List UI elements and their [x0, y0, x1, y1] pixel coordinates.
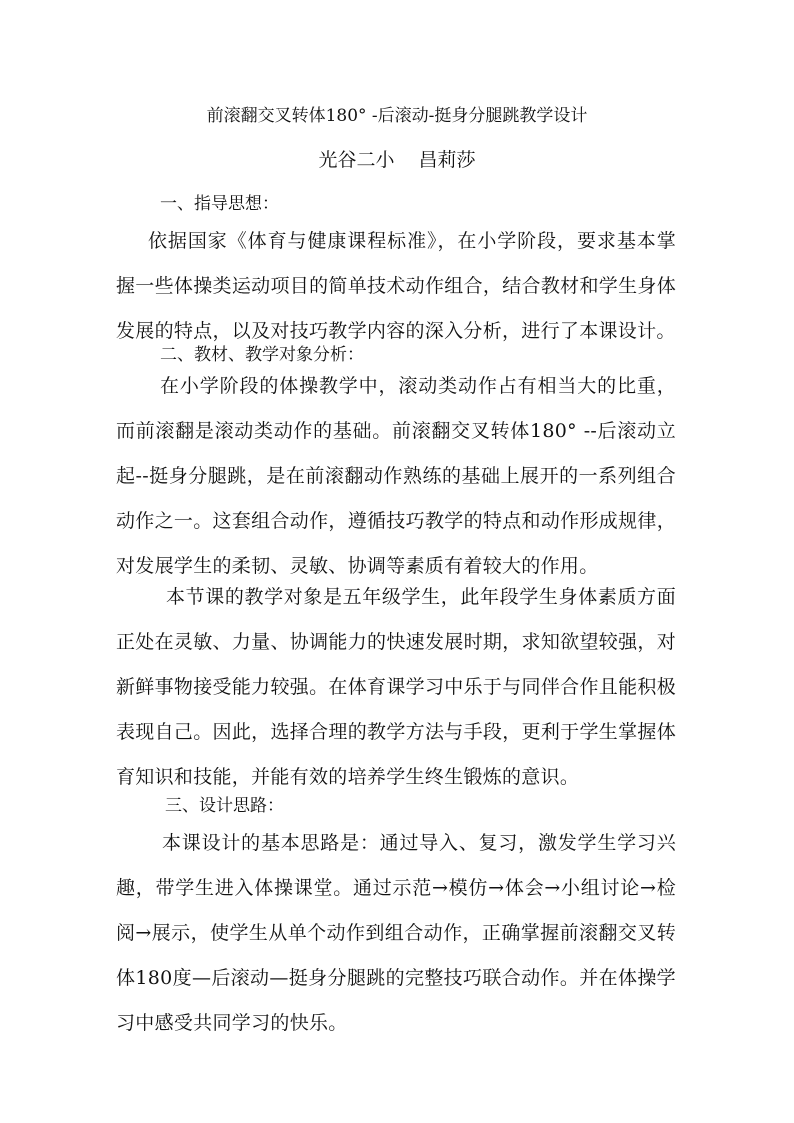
paragraph-guiding-ideology: 依据国家《体育与健康课程标准》，在小学阶段，要求基本掌握一些体操类运动项目的简单技术动作组合，结合教材和学生身体发展的特点，以及对技巧教学内容的深入分析，进行了本课设计。 — [116, 230, 676, 342]
paragraph-design-approach: 本课设计的基本思路是：通过导入、复习，激发学生学习兴趣，带学生进入体操课堂。通过示范→模仿→体会→小组讨论→检阅→展示，使学生从单个动作到组合动作，正确掌握前滚翻交叉转体180度—后滚动—挺身分腿跳的完整技巧联合动作。并在体操学习中感受共同学习的快乐。 — [116, 832, 676, 1034]
paragraph-student-analysis: 本节课的教学对象是五年级学生，此年段学生身体素质方面正处在灵敏、力量、协调能力的快速发展时期，求知欲望较强，对新鲜事物接受能力较强。在体育课学习中乐于与同伴合作且能积极表现自己。因此，选择合理的教学方法与手段，更利于学生掌握体育知识和技能，并能有效的培养学生终生锻炼的意识。 — [116, 586, 676, 788]
section-heading-material-analysis: 二、教材、教学对象分析： — [160, 345, 364, 365]
paragraph-material-analysis: 在小学阶段的体操教学中，滚动类动作占有相当大的比重，而前滚翻是滚动类动作的基础。前滚翻交叉转体180° --后滚动立起--挺身分腿跳，是在前滚翻动作熟练的基础上展开的一系列组合动作之一。这套组合动作，遵循技巧教学的特点和动作形成规律，对发展学生的柔韧、灵敏、协调等素质有着较大的作用。 — [116, 375, 676, 577]
section-heading-design-approach: 三、设计思路： — [165, 796, 284, 816]
section-heading-guiding-ideology: 一、指导思想： — [160, 194, 279, 214]
document-title: 前滚翻交叉转体180° -后滚动-挺身分腿跳教学设计 — [206, 106, 588, 126]
author-school: 光谷二小 — [318, 149, 395, 171]
author-name: 昌莉莎 — [418, 149, 476, 171]
author-line — [0, 147, 794, 173]
